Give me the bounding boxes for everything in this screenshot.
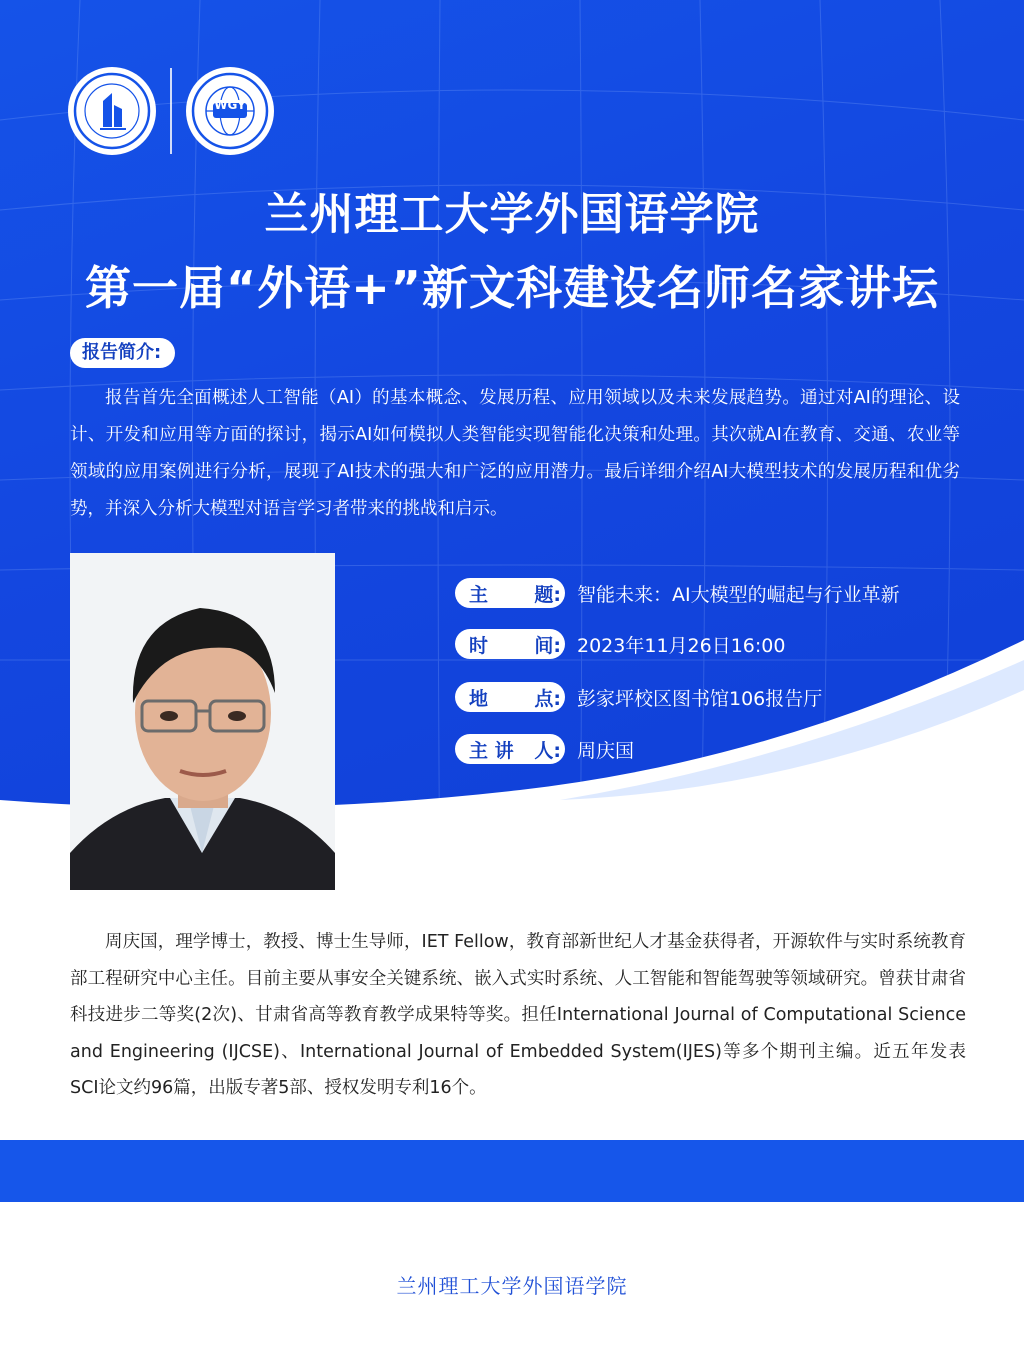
topic-label: 主 题: — [455, 578, 565, 608]
info-row-time — [455, 629, 785, 659]
logo-divider — [170, 68, 172, 154]
intro-text: 报告首先全面概述人工智能（AI）的基本概念、发展历程、应用领域以及未来发展趋势。通过对AI的理论、设计、开发和应用等方面的探讨，揭示AI如何模拟人类智能实现智能化决策和处理。其次就AI在教育、交通、农业等领域的应用案例进行分析，展现了AI技术的强大和广泛的应用潜力。最后详细介绍AI大模型技术的发展历程和优劣势，并深入分析大模型对语言学习者带来的挑战和启示。 — [70, 388, 960, 519]
wgy-badge: WGY — [214, 98, 246, 112]
speaker-bio: 周庆国，理学博士，教授、博士生导师，IET Fellow，教育部新世纪人才基金获得者，开源软件与实时系统教育部工程研究中心主任。目前主要从事安全关键系统、嵌入式实时系统、人工智能和智能驾驶等领域研究。曾获甘肃省科技进步二等奖(2次)、甘肃省高等教育教学成果特等奖。担任International Journal of Computational Science and Engineering (IJCSE)、International Journal of Embedded System(IJES)等多个期刊主编。近五年发表SCI论文约96篇，出版专著5部、授权发明专利16个。 — [70, 932, 966, 1098]
logo-group — [68, 66, 274, 156]
intro-label: 报告简介: — [70, 338, 175, 368]
info-row-speaker — [455, 734, 634, 764]
speaker-label: 主 讲 人: — [455, 734, 565, 764]
speaker-value: 周庆国 — [577, 739, 635, 762]
time-value: 2023年11月26日16:00 — [577, 634, 786, 657]
time-label: 时 间: — [455, 629, 565, 659]
footer-text: 兰州理工大学外国语学院 — [396, 1274, 628, 1298]
page-subtitle: 第一届“外语+”新文科建设名师名家讲坛 — [84, 261, 939, 315]
portrait-icon — [70, 553, 335, 890]
school-logo — [186, 67, 274, 155]
page-title: 兰州理工大学外国语学院 — [264, 189, 760, 240]
info-row-location — [455, 682, 822, 712]
location-label: 地 点: — [455, 682, 565, 712]
speaker-photo — [70, 553, 335, 890]
bottom-bar — [0, 1140, 1024, 1202]
building-icon — [72, 71, 152, 151]
topic-value: 智能未来：AI大模型的崛起与行业革新 — [577, 583, 900, 606]
location-value: 彭家坪校区图书馆106报告厅 — [577, 687, 823, 710]
university-logo — [68, 67, 156, 155]
info-row-topic — [455, 578, 900, 608]
